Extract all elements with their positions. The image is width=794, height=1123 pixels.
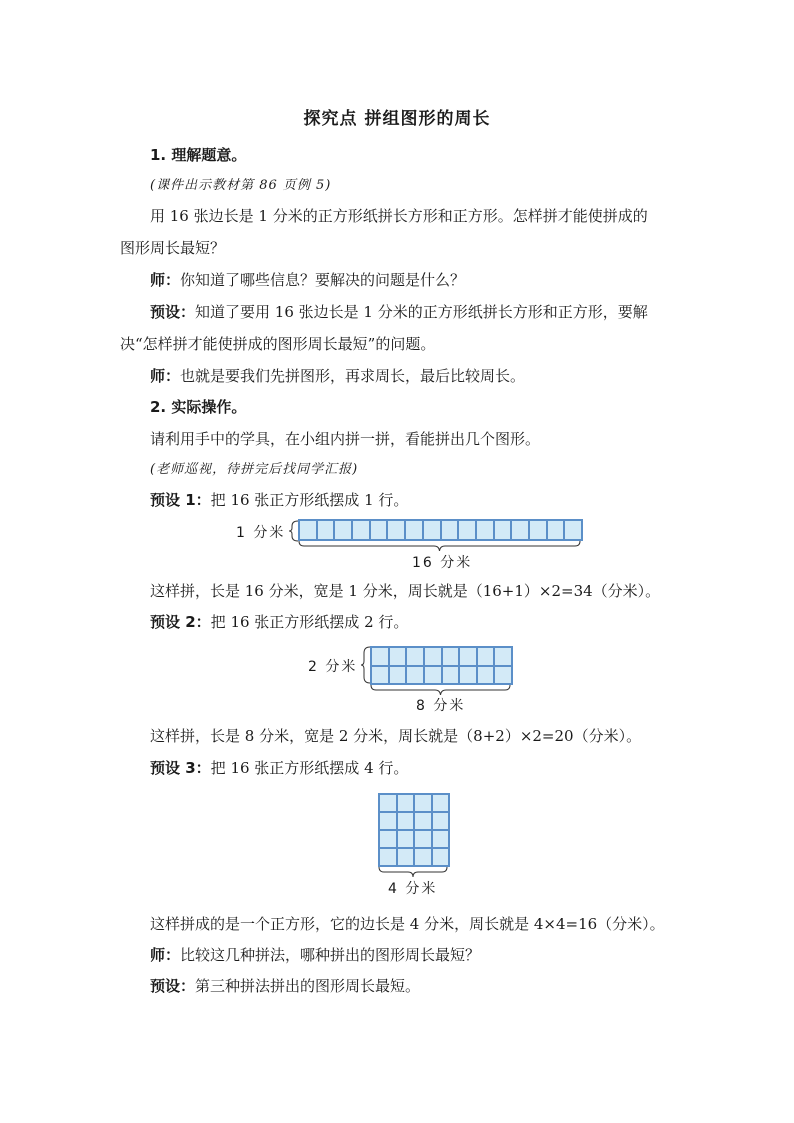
- result-1: 这样拼，长是 16 分米，宽是 1 分米，周长就是（16+1）×2=34（分米）。: [150, 582, 661, 600]
- page-title: 探究点 拼组图形的周长: [303, 109, 491, 129]
- speaker-label: 师：: [150, 946, 181, 964]
- square-paper-cell: [414, 830, 432, 848]
- square-paper-cell: [371, 666, 389, 685]
- preset-text: 把 16 张正方形纸摆成 2 行。: [210, 613, 409, 631]
- square-paper-cell: [405, 520, 423, 540]
- square-paper-cell: [442, 666, 460, 685]
- preset-1: [150, 489, 408, 511]
- speaker-label: 师：: [150, 367, 181, 385]
- square-paper-cell: [379, 812, 397, 830]
- teacher-statement: [150, 365, 525, 387]
- fig3-grid: [378, 793, 450, 867]
- square-paper-cell: [389, 647, 407, 666]
- square-paper-cell: [442, 647, 460, 666]
- square-paper-cell: [459, 647, 477, 666]
- square-paper-cell: [317, 520, 335, 540]
- problem-line2: 图形周长最短？: [120, 239, 226, 257]
- square-paper-cell: [397, 812, 415, 830]
- square-paper-cell: [379, 848, 397, 866]
- square-paper-cell: [458, 520, 476, 540]
- square-paper-cell: [406, 666, 424, 685]
- section1-note: (课件出示教材第 86 页例 5): [150, 178, 332, 193]
- section1-heading: 1. 理解题意。: [150, 146, 247, 164]
- square-paper-cell: [511, 520, 529, 540]
- preset-answer-1-cont: 决“怎样拼才能使拼成的图形周长最短”的问题。: [120, 335, 436, 353]
- teacher-text: 也就是要我们先拼图形，再求周长，最后比较周长。: [180, 367, 526, 385]
- fig2-bottom-label: 8 分米: [416, 698, 466, 714]
- square-paper-cell: [432, 848, 450, 866]
- square-paper-cell: [371, 647, 389, 666]
- square-paper-cell: [406, 647, 424, 666]
- fig2-grid: [370, 646, 513, 685]
- fig2-side-label: 2 分米: [308, 659, 358, 675]
- preset-text: 把 16 张正方形纸摆成 1 行。: [210, 491, 409, 509]
- square-paper-cell: [441, 520, 459, 540]
- square-paper-cell: [397, 830, 415, 848]
- final-answer: [150, 975, 420, 997]
- fig1-side-label: 1 分米: [236, 525, 286, 541]
- preset-2: [150, 611, 408, 633]
- square-paper-cell: [494, 647, 512, 666]
- speaker-label: 预设：: [150, 977, 196, 995]
- square-paper-cell: [370, 520, 388, 540]
- square-paper-cell: [564, 520, 582, 540]
- teacher-text: 比较这几种拼法，哪种拼出的图形周长最短？: [180, 946, 481, 964]
- final-text: 第三种拼法拼出的图形周长最短。: [195, 977, 421, 995]
- square-paper-cell: [379, 830, 397, 848]
- square-paper-cell: [432, 794, 450, 812]
- result-3: 这样拼成的是一个正方形，它的边长是 4 分米，周长就是 4×4=16（分米）。: [150, 915, 665, 933]
- square-paper-cell: [387, 520, 405, 540]
- speaker-label: 预设：: [150, 303, 196, 321]
- square-paper-cell: [334, 520, 352, 540]
- square-paper-cell: [379, 794, 397, 812]
- fig3-bottom-brace: [378, 866, 448, 878]
- square-paper-cell: [414, 848, 432, 866]
- square-paper-cell: [414, 794, 432, 812]
- square-paper-cell: [352, 520, 370, 540]
- square-paper-cell: [477, 666, 495, 685]
- square-paper-cell: [547, 520, 565, 540]
- result-2: 这样拼，长是 8 分米，宽是 2 分米，周长就是（8+2）×2=20（分米）。: [150, 727, 642, 745]
- square-paper-cell: [459, 666, 477, 685]
- square-paper-cell: [477, 647, 495, 666]
- square-paper-cell: [424, 647, 442, 666]
- section2-note: (老师巡视，待拼完后找同学汇报): [150, 462, 359, 477]
- preset-text: 把 16 张正方形纸摆成 4 行。: [210, 759, 409, 777]
- preset-label: 预设 3：: [150, 759, 211, 777]
- square-paper-cell: [432, 830, 450, 848]
- preset-label: 预设 2：: [150, 613, 211, 631]
- square-paper-cell: [414, 812, 432, 830]
- teacher-question-2: [150, 944, 480, 966]
- square-paper-cell: [423, 520, 441, 540]
- fig1-bottom-brace: [298, 540, 581, 552]
- square-paper-cell: [397, 794, 415, 812]
- preset-3: [150, 757, 408, 779]
- square-paper-cell: [529, 520, 547, 540]
- square-paper-cell: [389, 666, 407, 685]
- teacher-text: 你知道了哪些信息？要解决的问题是什么？: [180, 271, 466, 289]
- square-paper-cell: [397, 848, 415, 866]
- square-paper-cell: [494, 520, 512, 540]
- fig1-bottom-label: 16 分米: [412, 555, 473, 571]
- square-paper-cell: [494, 666, 512, 685]
- square-paper-cell: [432, 812, 450, 830]
- square-paper-cell: [476, 520, 494, 540]
- teacher-question-1: [150, 269, 465, 291]
- section2-heading: 2. 实际操作。: [150, 398, 247, 416]
- fig3-bottom-label: 4 分米: [388, 881, 438, 897]
- speaker-label: 师：: [150, 271, 181, 289]
- section2-instruction: 请利用手中的学具，在小组内拼一拼，看能拼出几个图形。: [150, 430, 541, 448]
- square-paper-cell: [424, 666, 442, 685]
- preset-answer-1: [150, 301, 648, 323]
- square-paper-cell: [299, 520, 317, 540]
- fig1-grid: [298, 519, 583, 541]
- problem-line1: 用 16 张边长是 1 分米的正方形纸拼长方形和正方形。怎样拼才能使拼成的: [150, 207, 648, 225]
- preset-label: 预设 1：: [150, 491, 211, 509]
- preset-text: 知道了要用 16 张边长是 1 分米的正方形纸拼长方形和正方形，要解: [195, 303, 648, 321]
